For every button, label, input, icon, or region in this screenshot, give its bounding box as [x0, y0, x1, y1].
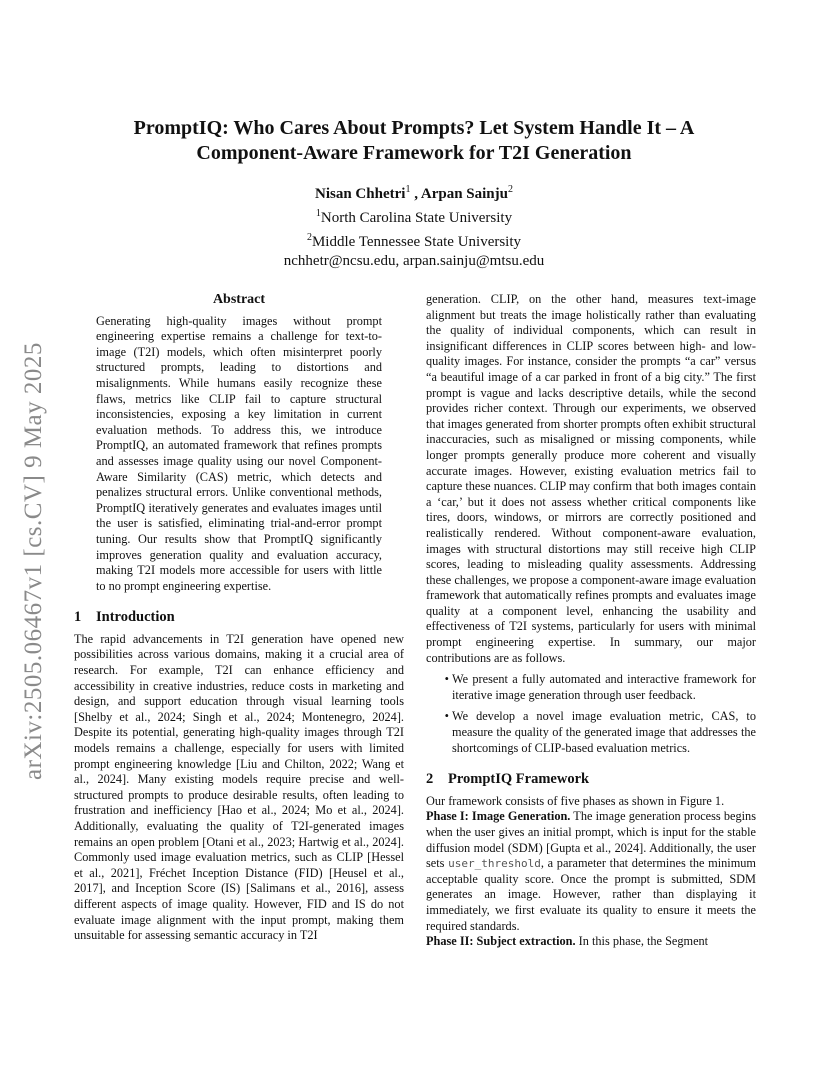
author-1: Nisan Chhetri	[315, 186, 406, 202]
affiliation-1-mark: 1	[315, 208, 321, 219]
title-line-2: Component-Aware Framework for T2I Generation	[196, 142, 632, 164]
author-2-affil: 2	[508, 184, 513, 195]
affiliation-1	[80, 204, 748, 228]
affiliation-2-mark: 2	[306, 232, 312, 243]
introduction-continuation: generation. CLIP, on the other hand, measures text-image alignment but treats the image holistically rather than evaluating the quality of individual components, which can result in insignificant differences in CLIP scores between high- and low-quality images. For instance, consider the prompts “a car” versus “a beautiful image of a car parked in front of a big city.” The first prompt is vague and lacks descriptive details, while the second provides richer context. Through our experiments, we observed that images generated from shorter prompts often exhibit structural inaccuracies, such as misaligned or missing components, while longer prompts generally produce more coherent and visually accurate images. However, existing evaluation metrics fail to capture these nuances. CLIP may confirm that both images contain a ‘car,’ but it does not assess whether critical components like tires, doors, windows, or mirrors are correctly positioned and realistically rendered. Without component-aware evaluation, images with structural distortions may still receive high CLIP scores, leading to misleading quality assessments. Addressing these challenges, we propose a component-aware image evaluation framework that automatically refines prompts and evaluates image quality at a component level, enhancing the usability and effectiveness of T2I systems, particularly for users with minimal prompt engineering expertise. In summary, our major contributions are as follows.	[426, 292, 756, 665]
framework-intro: Our framework consists of five phases as shown in Figure 1.	[426, 793, 725, 808]
phase-1-title: Phase I: Image Generation.	[426, 809, 571, 824]
author-1-affil: 1	[405, 184, 411, 195]
author-separator: ,	[410, 186, 421, 202]
phase-2-text: In this phase, the Segment	[575, 934, 709, 949]
abstract-body: Generating high-quality images without prompt engineering expertise remains a challenge for text-to-image (T2I) models, which often misinterpret poorly structured prompts, leading to distortions and misalignments. While humans easily recognize these flaws, metrics like CLIP fail to capture structural inconsistencies, exposing a key limitation in current evaluation methods. To address this, we introduce PromptIQ, an automated framework that refines prompts and assesses image quality using our novel Component-Aware Similarity (CAS) metric, which detects and penalizes structural errors. Unlike conventional methods, PromptIQ iteratively generates and evaluates images until the user is satisfied, eliminating trial-and-error prompt tuning. Our results show that PromptIQ significantly improves generation quality and evaluation accuracy, making T2I models more accessible for users with little to no prompt engineering expertise.	[96, 313, 382, 593]
paper-title	[80, 116, 748, 166]
affiliations	[80, 204, 748, 271]
author-list	[80, 180, 748, 204]
phase-2-title: Phase II: Subject extraction.	[426, 934, 576, 949]
title-line-1: PromptIQ: Who Cares About Prompts? Let System Handle It – A	[133, 117, 695, 139]
phase-1-paragraph	[426, 809, 756, 934]
right-column	[426, 292, 756, 950]
phase-1-text-a: The image generation process begins when the user gives an initial prompt, which is input for the stable diffusion model (SDM) [Gupta et al., 2024]. Additionally, the user sets	[426, 809, 756, 871]
abstract-heading: Abstract	[212, 292, 266, 307]
contributions-list	[426, 672, 756, 756]
affiliation-2-name: Middle Tennessee State University	[311, 234, 522, 250]
contribution-item-1: • We present a fully automated and interactive framework for iterative image generation through user feedback.	[452, 672, 756, 703]
phase-1-text-b: , a parameter that determines the minimum acceptable quality score. Once the prompt is submitted, SDM generates an image. However, rather than displaying it immediately, we first evaluate its quality to ensure it meets the required standards.	[426, 856, 756, 933]
author-emails: nchhetr@ncsu.edu, arpan.sainju@mtsu.edu	[283, 253, 545, 269]
affiliation-1-name: North Carolina State University	[320, 210, 513, 226]
contribution-item-2: • We develop a novel image evaluation metric, CAS, to measure the quality of the generated image that addresses the shortcomings of CLIP-based evaluation metrics.	[452, 709, 756, 756]
affiliation-2	[80, 228, 748, 252]
arxiv-side-stamp	[12, 300, 52, 780]
author-2: Arpan Sainju	[420, 186, 508, 202]
introduction-body: The rapid advancements in T2I generation have opened new possibilities across various domains, making it a crucial area of research. For example, T2I can enhance efficiency and accessibility in creative industries, reduce costs in marketing and design, and support education through visual learning tools [Shelby et al., 2024; Singh et al., 2024; Montenegro, 2024]. Despite its potential, generating high-quality images through T2I models remains a challenge, especially for users with limited prompt engineering knowledge [Liu and Chilton, 2022; Wang et al., 2024]. Many existing models require precise and well-structured prompts to produce desirable results, often leading to frustration and inefficiency [Hao et al., 2024; Mo et al., 2024]. Additionally, evaluating the quality of T2I-generated images remains an open problem [Otani et al., 2023; Hartwig et al., 2024]. Commonly used image evaluation metrics, such as CLIP [Hessel et al., 2021], Fréchet Inception Distance (FID) [Heusel et al., 2017], and Inception Score (IS) [Salimans et al., 2016], assess different aspects of image quality. However, FID and IS do not evaluate image alignment with the input prompt, making them unsuitable for assessing semantic accuracy in T2I	[74, 631, 404, 943]
arxiv-identifier: arXiv:2505.06467v1 [cs.CV] 9 May 2025	[20, 342, 47, 780]
section-2-title: PromptIQ Framework	[448, 771, 590, 788]
section-1-title: Introduction	[96, 609, 175, 626]
user-threshold-code: user_threshold	[448, 857, 541, 871]
section-1-heading	[74, 610, 404, 626]
section-1-number: 1	[74, 609, 82, 626]
section-2-heading	[426, 772, 756, 788]
section-2-number: 2	[426, 771, 434, 788]
left-column	[74, 292, 404, 944]
phase-2-paragraph	[426, 934, 756, 950]
